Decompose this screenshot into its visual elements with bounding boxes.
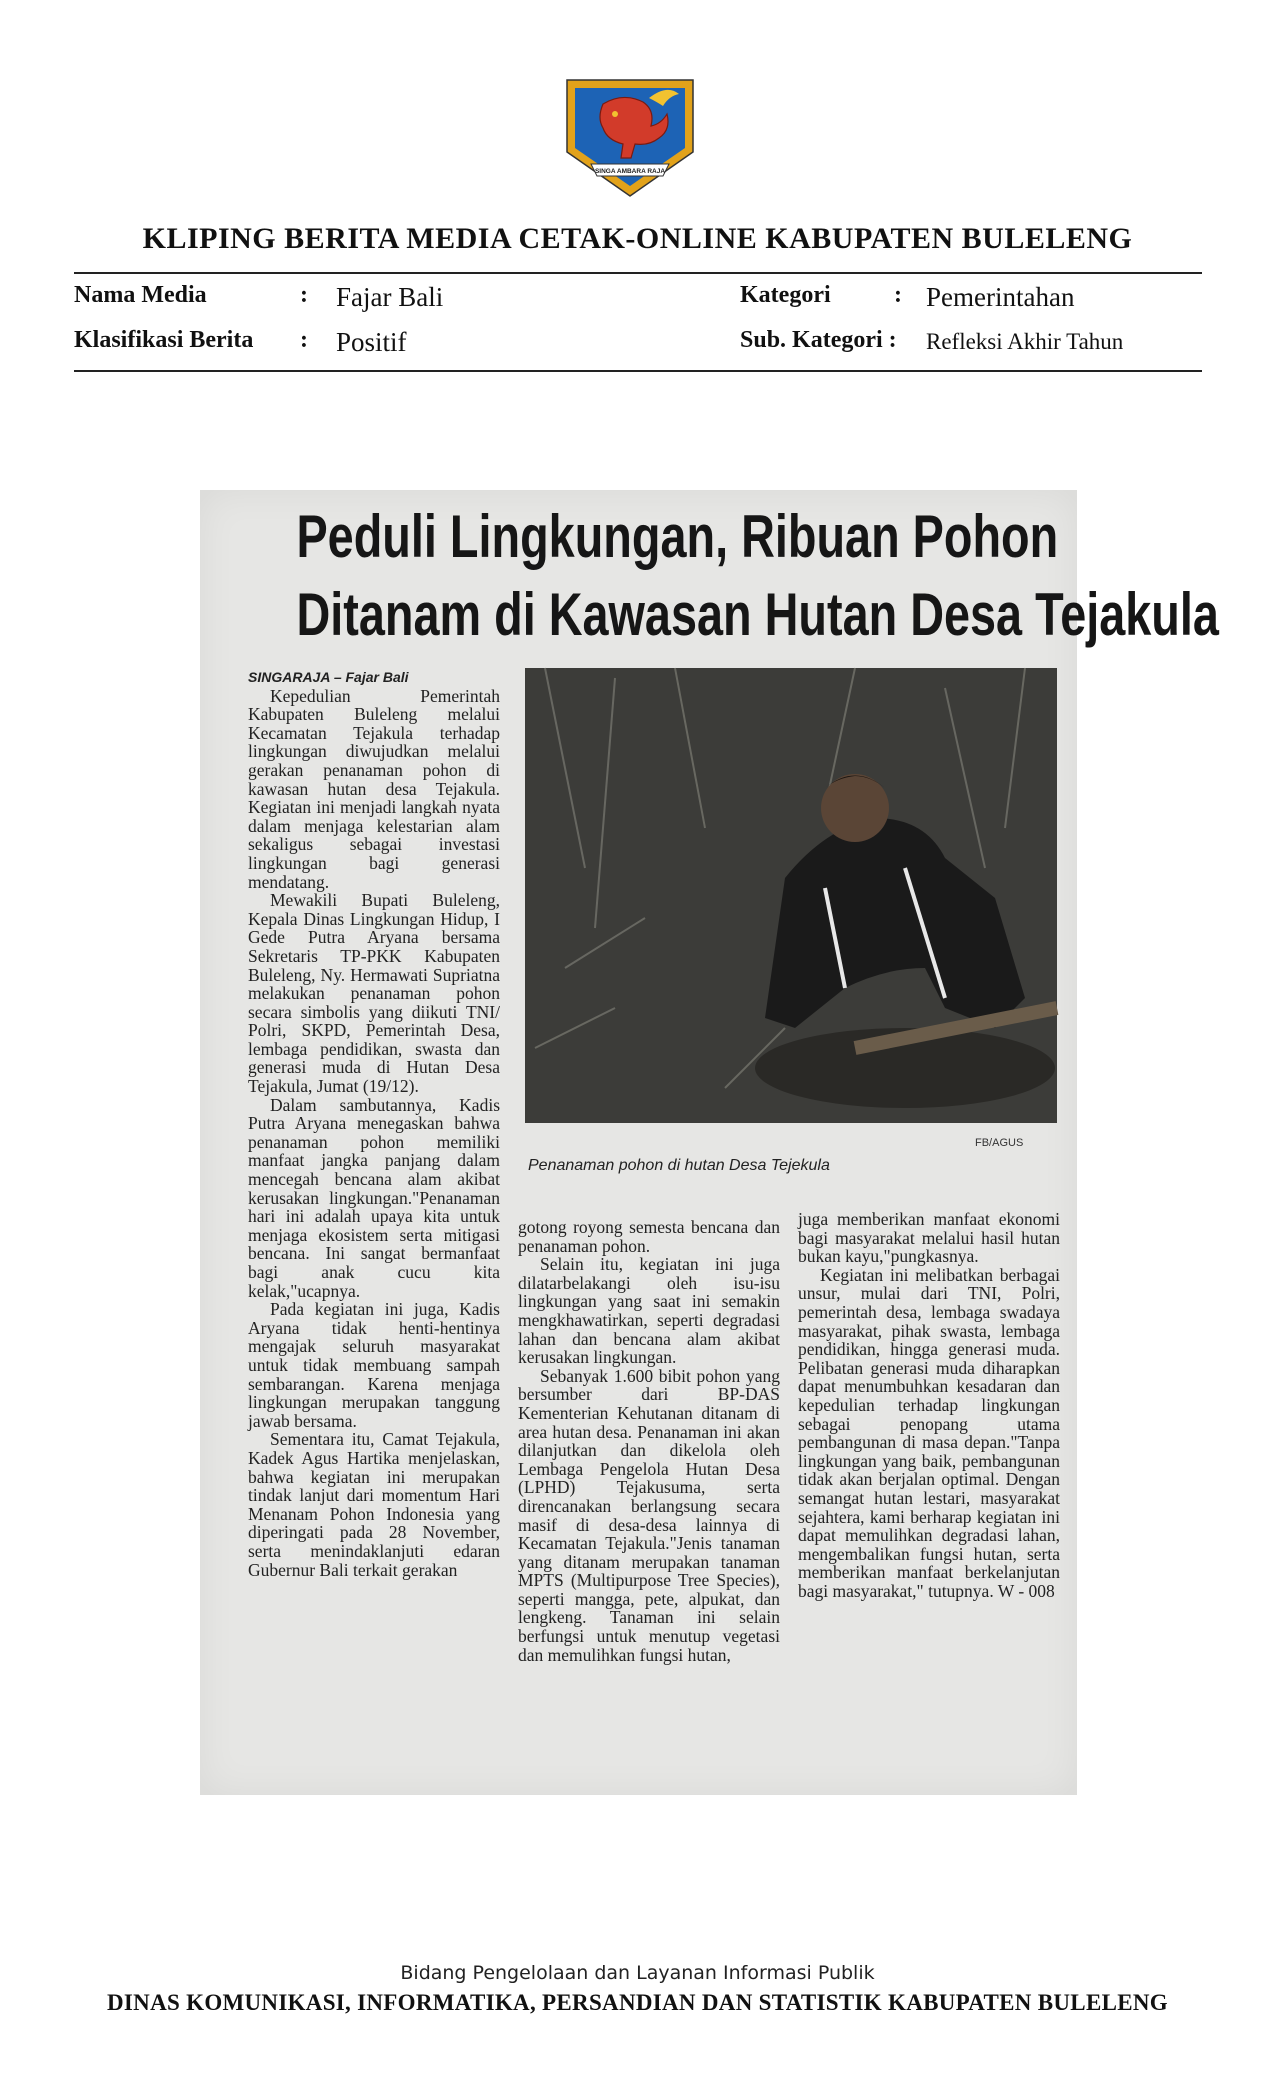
- paragraph: Pada kegiatan ini juga, Kadis Aryana tidak henti-hentinya mengajak seluruh masyarakat untuk tidak membuang sampah sembarangan. Karena menjaga lingkungan merupakan tanggung jawab bersama.: [248, 1299, 500, 1431]
- nama-media-colon: :: [300, 282, 308, 308]
- footer-department: Bidang Pengelolaan dan Layanan Informasi Publik: [400, 1962, 875, 1984]
- nama-media-value: Fajar Bali: [336, 282, 444, 312]
- kategori-colon: :: [894, 282, 902, 308]
- klasifikasi-colon: :: [300, 327, 308, 353]
- page-title: KLIPING BERITA MEDIA CETAK-ONLINE KABUPATEN BULELENG: [142, 222, 1133, 255]
- photo-caption: Penanaman pohon di hutan Desa Tejekula: [528, 1157, 830, 1174]
- paragraph: Mewakili Bupati Buleleng, Kepala Dinas Lingkungan Hidup, I Gede Putra Aryana bersama Sekretaris TP-PKK Kabupaten Buleleng, Ny. Hermawati Supriatna melakukan penanaman pohon secara simbolis yang diikuti TNI/ Polri, SKPD, Pemerintah Desa, lembaga pendidikan, swasta dan generasi muda di Hutan Desa Tejakula, Jumat (19/12).: [248, 890, 500, 1097]
- paragraph: Kepedulian Pemerintah Kabupaten Buleleng melalui Kecamatan Tejakula terhadap lingkungan diwujudkan melalui gerakan penanaman pohon di kawasan hutan desa Tejakula. Kegiatan ini menjadi langkah nyata dalam menjaga kelestarian alam sekaligus sebagai investasi lingkungan bagi generasi mendatang.: [248, 685, 500, 892]
- paragraph: Dalam sambutannya, Kadis Putra Aryana menegaskan bahwa penanaman pohon memiliki manfaat jangka panjang dalam mencegah bencana alam akibat kerusakan lingkungan."Penanaman hari ini adalah upaya kita untuk menjaga ekosistem serta mitigasi bencana. Ini sangat bermanfaat bagi anak cucu kita kelak,"ucapnya.: [248, 1094, 500, 1301]
- article-column-2: [518, 1218, 780, 1664]
- nama-media-label: Nama Media: [74, 282, 207, 308]
- headline-line-2: Ditanam di Kawasan Hutan Desa Tejakula: [296, 581, 1219, 648]
- klasifikasi-value: Positif: [336, 327, 407, 357]
- photo-credit: FB/AGUS: [975, 1137, 1024, 1149]
- klasifikasi-label: Klasifikasi Berita: [74, 327, 254, 353]
- paragraph: Selain itu, kegiatan ini juga dilatarbelakangi oleh isu-isu lingkungan yang saat ini semakin mengkhawatirkan, seperti degradasi lahan dan bencana alam akibat kerusakan lingkungan.: [518, 1254, 780, 1368]
- article-column-1: [248, 668, 500, 1579]
- sub-kategori-value: Refleksi Akhir Tahun: [926, 329, 1124, 354]
- meta-row-2: [74, 327, 1202, 363]
- meta-row-1: [74, 282, 1202, 318]
- headline-line-1: Peduli Lingkungan, Ribuan Pohon: [296, 503, 1059, 570]
- paragraph: juga memberikan manfaat ekonomi bagi masyarakat melalui hasil hutan bukan kayu,"pungkasnya.: [798, 1209, 1060, 1267]
- bottom-divider: [74, 370, 1202, 372]
- newspaper-clipping: [200, 490, 1219, 1795]
- logo-motto: SINGA AMBARA RAJA: [594, 168, 666, 175]
- tree-planting-photo: [525, 668, 1057, 1123]
- buleleng-regency-emblem: [563, 74, 697, 200]
- paragraph: gotong royong semesta bencana dan penanaman pohon.: [518, 1217, 780, 1256]
- sub-kategori-label: Sub. Kategori :: [740, 327, 897, 353]
- kategori-value: Pemerintahan: [926, 282, 1075, 312]
- kategori-label: Kategori: [740, 282, 831, 308]
- article-column-3: [798, 1210, 1060, 1600]
- paragraph: Sementara itu, Camat Tejakula, Kadek Agus Hartika menjelaskan, bahwa kegiatan ini merupakan tindak lanjut dari momentum Hari Menanam Pohon Indonesia yang diperingati pada 28 November, serta menindaklanjuti edaran Gubernur Bali terkait gerakan: [248, 1429, 500, 1580]
- dateline: SINGARAJA – Fajar Bali: [248, 669, 409, 685]
- top-divider: [74, 272, 1202, 274]
- footer-agency: DINAS KOMUNIKASI, INFORMATIKA, PERSANDIAN DAN STATISTIK KABUPATEN BULELENG: [107, 1990, 1168, 2015]
- paragraph: Sebanyak 1.600 bibit pohon yang bersumber dari BP-DAS Kementerian Kehutanan ditanam di area hutan desa. Penanaman ini akan dilanjutkan dan dikelola oleh Lembaga Pengelola Hutan Desa (LPHD) Tejakusuma, serta direncanakan berlangsung secara masif di desa-desa lainnya di Kecamatan Tejakula."Jenis tanaman yang ditanam merupakan tanaman MPTS (Multipurpose Tree Species), seperti mangga, pete, alpukat, dan lengkeng. Tanaman ini selain berfungsi untuk menutup vegetasi dan memulihkan fungsi hutan,: [518, 1365, 780, 1665]
- paragraph: Kegiatan ini melibatkan berbagai unsur, mulai dari TNI, Polri, pemerintah desa, lembaga swadaya masyarakat, pihak swasta, lembaga pendidikan, hingga generasi muda. Pelibatan generasi muda diharapkan dapat menumbuhkan kesadaran dan kepedulian terhadap lingkungan sebagai penopang utama pembangunan di masa depan."Tanpa lingkungan yang baik, pembangunan tidak akan berjalan optimal. Dengan semangat hutan lestari, masyarakat sejahtera, kami berharap kegiatan ini dapat memulihkan degradasi lahan, mengembalikan fungsi hutan, serta memberikan manfaat berkelanjutan bagi masyarakat," tutupnya. W - 008: [798, 1264, 1060, 1601]
